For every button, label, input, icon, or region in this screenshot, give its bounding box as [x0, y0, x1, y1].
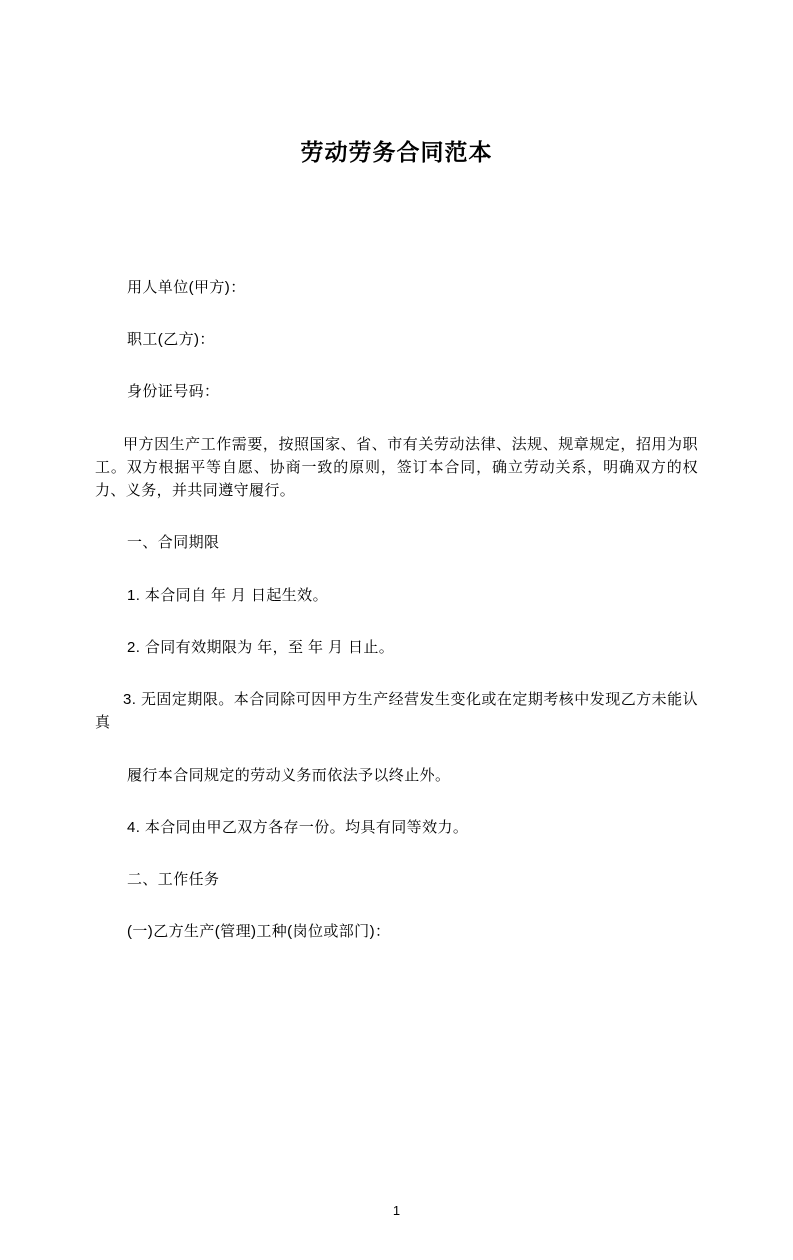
page-title: 劳动劳务合同范本 — [300, 139, 493, 165]
page-number: 1 — [392, 1203, 401, 1218]
paragraph-item-1-1: 1. 本合同自 年 月 日起生效。 — [127, 586, 328, 604]
paragraph-item-1-3-continued: 履行本合同规定的劳动义务而依法予以终止外。 — [127, 766, 451, 784]
paragraph-item-1-2: 2. 合同有效期限为 年，至 年 月 日止。 — [127, 638, 395, 656]
document-body — [95, 276, 698, 944]
paragraph-id-number: 身份证号码： — [127, 383, 220, 401]
paragraph-employee: 职工(乙方)： — [127, 331, 215, 349]
heading-section-2: 二、工作任务 — [127, 871, 220, 889]
paragraph-item-1-3: 3. 无固定期限。本合同除可因甲方生产经营发生变化或在定期考核中发现乙方未能认真 — [95, 691, 698, 732]
paragraph-preamble: 甲方因生产工作需要，按照国家、省、市有关劳动法律、法规、规章规定，招用为职工。双方根据平等自愿、协商一致的原则，签订本合同，确立劳动关系，明确双方的权力、义务，并共同遵守履行。 — [95, 435, 698, 500]
heading-section-1: 一、合同期限 — [127, 534, 220, 552]
paragraph-item-1-4: 4. 本合同由甲乙双方各存一份。均具有同等效力。 — [127, 818, 469, 836]
document-page — [0, 138, 793, 1260]
paragraph-employer: 用人单位(甲方)： — [127, 278, 246, 296]
paragraph-item-2-1: (一)乙方生产(管理)工种(岗位或部门)： — [127, 923, 391, 941]
